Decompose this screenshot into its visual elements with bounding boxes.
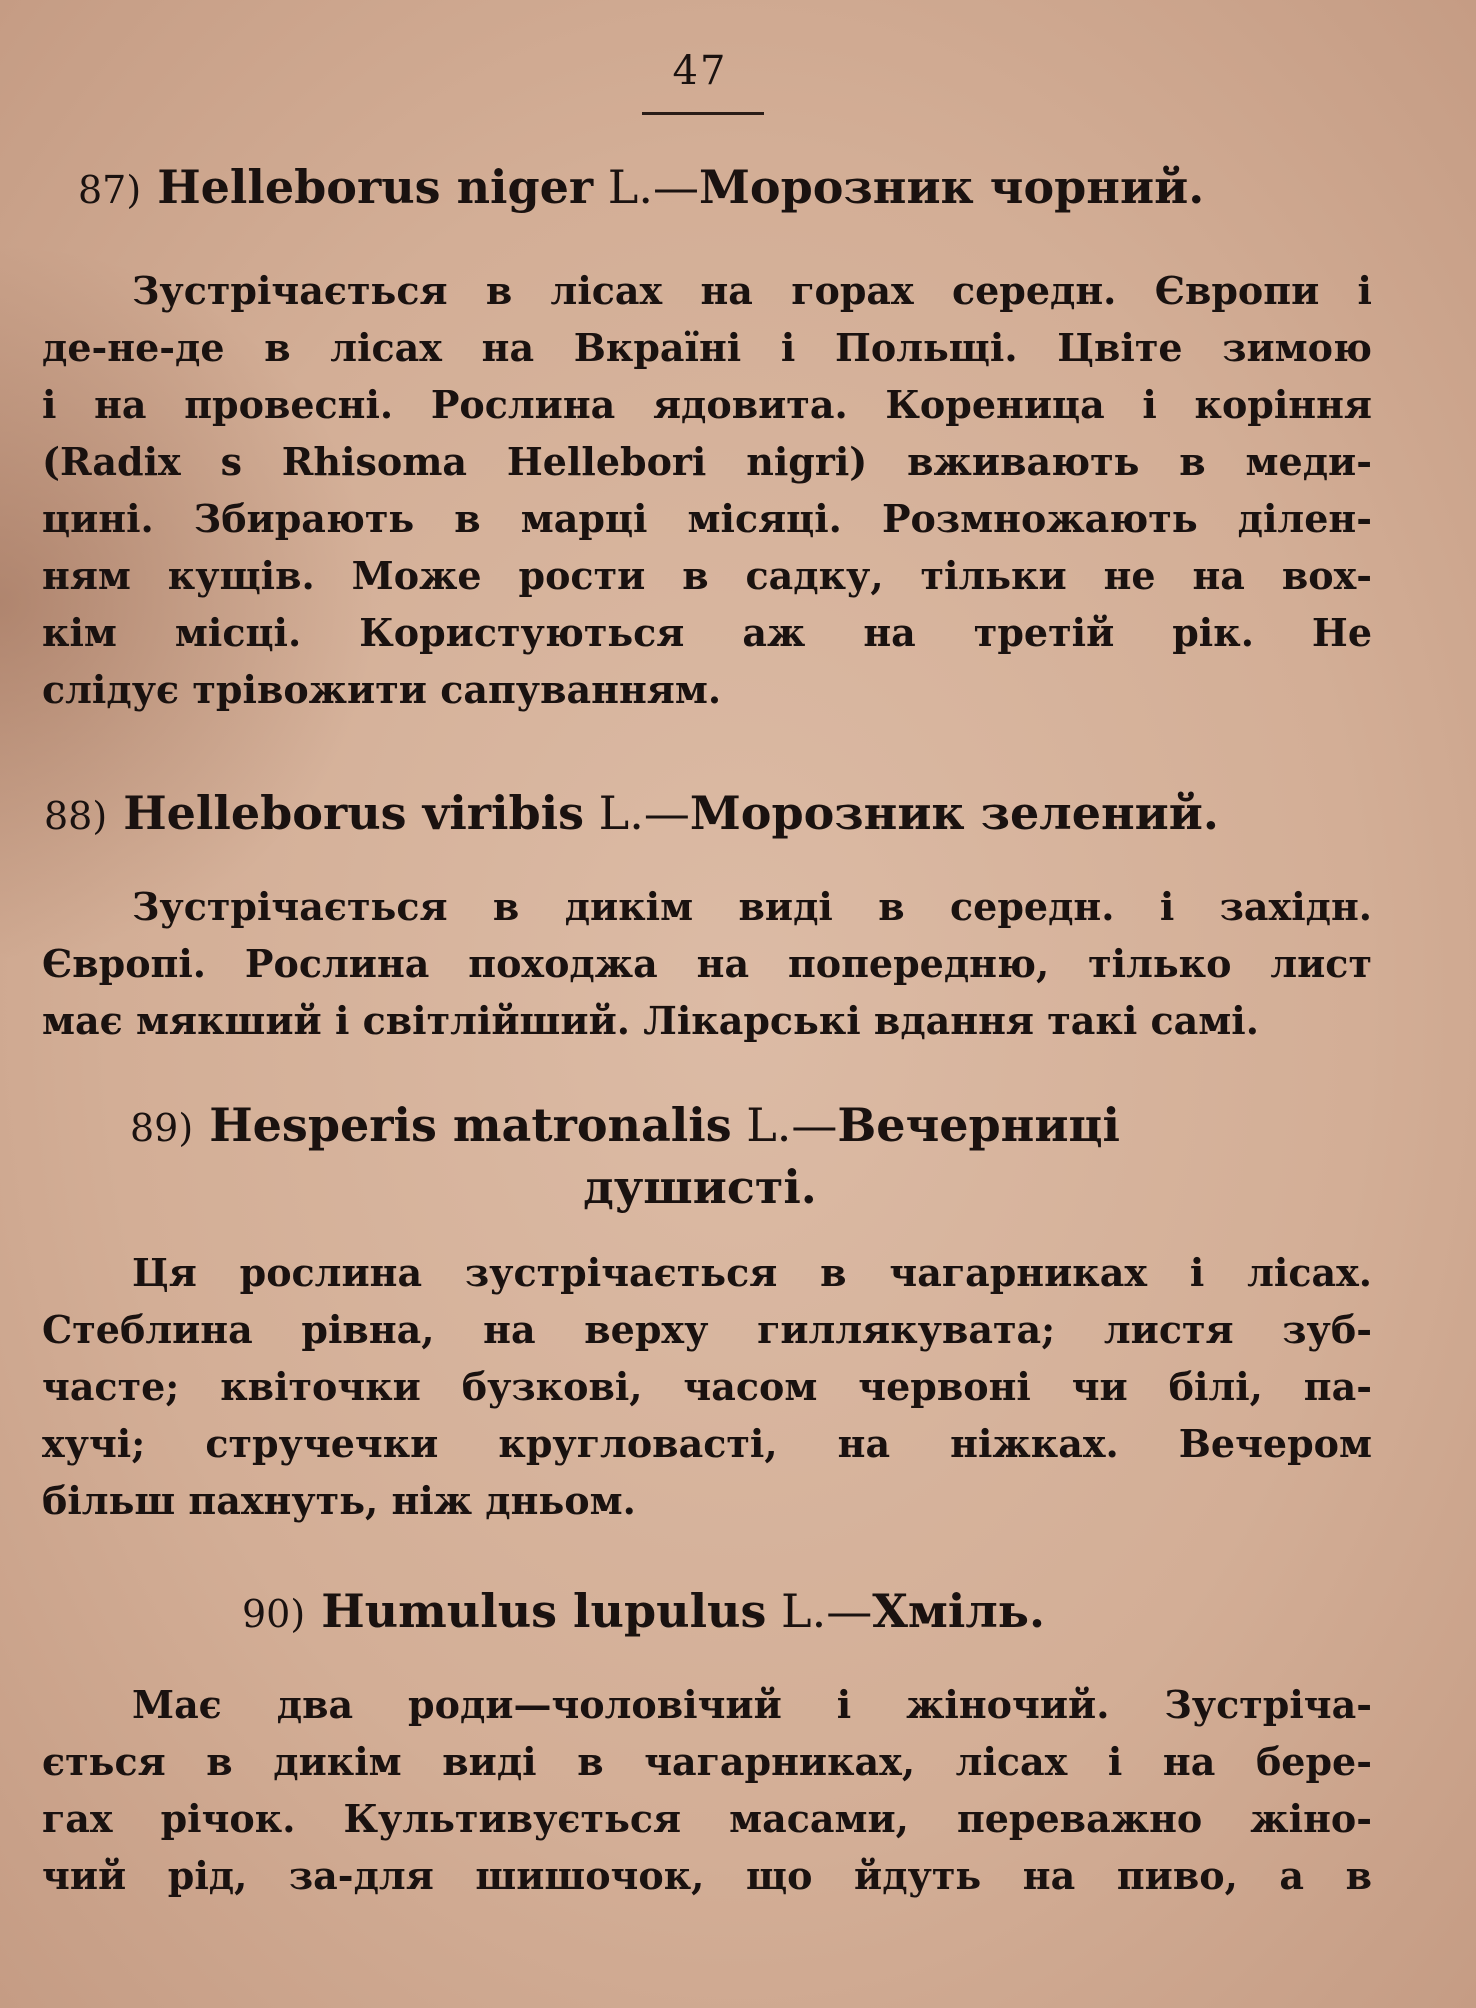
entry-89-latin: Hesperis matronalis xyxy=(209,1098,732,1152)
entry-89-title-continuation: душисті. xyxy=(583,1160,817,1214)
text-line: (Radix s Rhisoma Hellebori nigri) вживають в меди- xyxy=(42,439,1372,484)
text-line: кім місці. Користуються аж на третій рік. Не xyxy=(42,610,1372,655)
text-line: ється в дикім виді в чагарниках, лісах і на бере- xyxy=(42,1739,1372,1784)
entry-90-title xyxy=(242,1584,1045,1638)
text-line: хучі; стручечки кругловасті, на ніжках. Вечером xyxy=(42,1421,1372,1466)
entry-87-text xyxy=(42,262,1372,718)
entry-90-latin: Humulus lupulus xyxy=(321,1584,767,1638)
entry-88-number: 88) xyxy=(44,794,108,838)
entry-88-common: Морозник зелений. xyxy=(689,786,1219,840)
page-number: 47 xyxy=(672,48,728,94)
entry-88-latin: Helleborus viribis xyxy=(123,786,585,840)
text-line: має мякший і світлійший. Лікарські вдання такі самі. xyxy=(42,998,1259,1043)
text-line: цині. Збирають в марці місяці. Розмножають ділен- xyxy=(42,496,1372,541)
text-line: Має два роди—чоловічий і жіночий. Зустріча- xyxy=(132,1682,1372,1727)
entry-90-text xyxy=(42,1676,1372,1904)
entry-89-number: 89) xyxy=(130,1106,194,1150)
entry-90-common: Хміль. xyxy=(872,1584,1045,1638)
entry-88-text xyxy=(42,878,1372,1049)
entry-87-author: L.— xyxy=(593,160,699,214)
entry-89-author: L.— xyxy=(731,1098,838,1152)
text-line: Ця рослина зустрічається в чагарниках і лісах. xyxy=(132,1250,1372,1295)
text-line: гах річок. Культивується масами, переважно жіно- xyxy=(42,1796,1372,1841)
entry-90-number: 90) xyxy=(242,1592,306,1636)
text-line: Стеблина рівна, на верху гиллякувата; листя зуб- xyxy=(42,1307,1372,1352)
entry-87-common: Морозник чорний. xyxy=(698,160,1205,214)
text-line: і на провесні. Рослина ядовита. Кореница і коріння xyxy=(42,382,1372,427)
entry-89-text xyxy=(42,1244,1372,1529)
text-line: Європі. Рослина походжа на попередню, тілько лист xyxy=(42,941,1372,986)
entry-87-title xyxy=(78,160,1204,214)
text-line: Зустрічається в дикім виді в середн. і західн. xyxy=(132,884,1372,929)
text-line: де-не-де в лісах на Вкраїні і Польщі. Цвіте зимою xyxy=(42,325,1372,370)
text-line: чий рід, за-для шишочок, що йдуть на пиво, а в xyxy=(42,1853,1372,1898)
text-line: більш пахнуть, ніж дньом. xyxy=(42,1478,636,1523)
text-line: ням кущів. Може рости в садку, тільки не на вох- xyxy=(42,553,1372,598)
entry-87-number: 87) xyxy=(78,168,142,212)
entry-87-latin: Helleborus niger xyxy=(157,160,594,214)
page-number-rule xyxy=(642,112,764,115)
entry-88-author: L.— xyxy=(584,786,690,840)
entry-89-common: Вечерниці xyxy=(837,1098,1120,1152)
entry-90-author: L.— xyxy=(766,1584,873,1638)
text-line: часте; квіточки бузкові, часом червоні чи білі, па- xyxy=(42,1364,1372,1409)
text-line: Зустрічається в лісах на горах середн. Європи і xyxy=(132,268,1372,313)
text-line: слідує трівожити сапуванням. xyxy=(42,667,722,712)
entry-88-title xyxy=(44,786,1219,840)
entry-89-title xyxy=(130,1098,1120,1152)
